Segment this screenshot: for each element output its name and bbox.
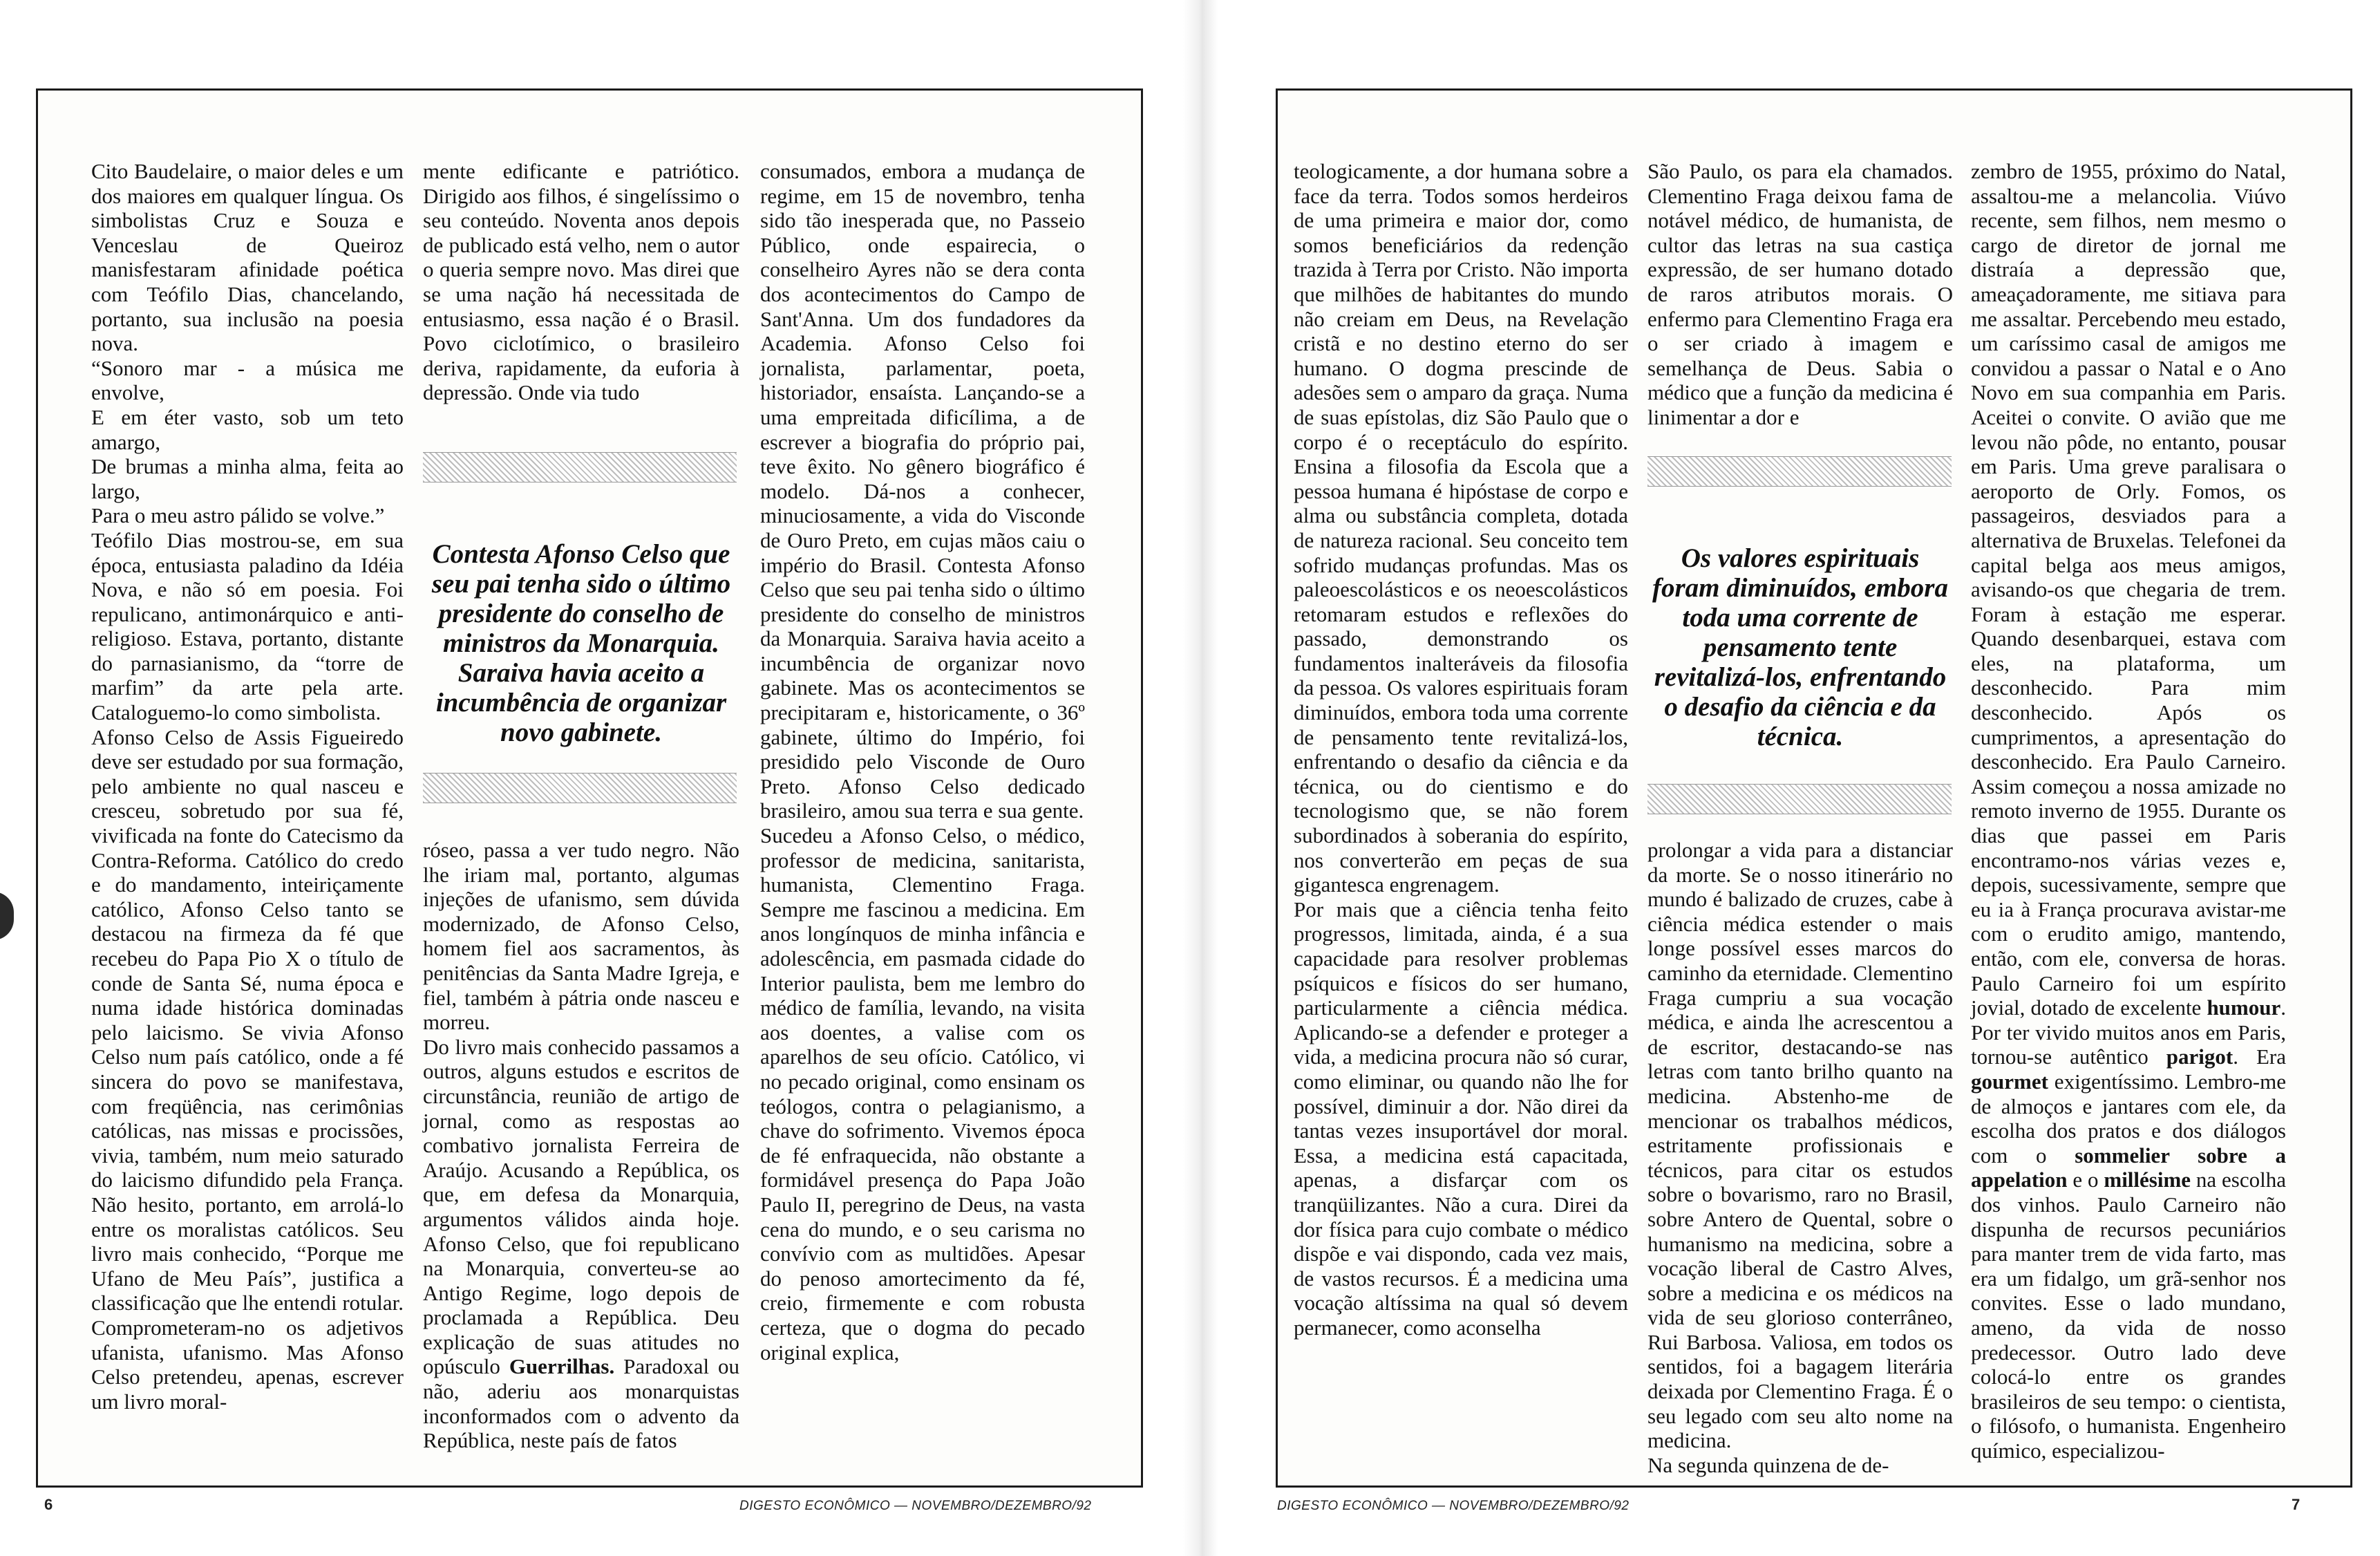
pullquote-rule-top [423, 452, 737, 482]
col2-text-b: Paradoxal ou não, aderiu aos monarquistas inconformados com o advento da República, neste país de fatos [423, 1354, 739, 1453]
left-column-2-top: mente edificante e patriótico. Dirigido aos filhos, é singelíssimo o seu conteúdo. Noventa anos depois de publicado está velho, nem o autor o queria sempre novo. Mas direi que se uma nação há necessitada de entusiasmo, essa nação é o Brasil. Povo ciclotímico, o brasileiro deriva, rapidamente, da euforia à depressão. Onde via tudo [423, 159, 739, 405]
pullquote-rule-bottom-right [1647, 784, 1952, 814]
left-column-3: consumados, embora a mudança de regime, em 15 de novembro, tenha sido tão inesperada que, no Passeio Público, onde espairecia, o conselheiro Ayres não se dera conta dos acontecimentos do Campo de Sant'Anna. Um dos fundadores da Academia. Afonso Celso foi jornalista, parlamentar, poeta, historiador, ensaísta. Lançando-se a uma empreitada dificílima, a de escrever a biografia do próprio pai, teve êxito. No gênero biográfico é modelo. Dá-nos a conhecer, minuciosamente, a vida do Visconde de Ouro Preto, em cujas mãos caiu o império do Brasil. Contesta Afonso Celso que seu pai tenha sido o último presidente do conselho de ministros da Monarquia. Saraiva havia aceito a incumbência de organizar novo gabinete. Mas os acontecimentos se precipitaram e, historicamente, o 36º gabinete, último do Império, foi presidido pelo Visconde de Ouro Preto. Afonso Celso dedicado brasileiro, amou sua terra e sua gente. Sucedeu a Afonso Celso, o médico, professor de medicina, sanitarista, humanista, Clementino Fraga. Sempre me fascinou a medicina. Em anos longínquos de minha infância e adolescência, em pasmada cidade do Interior paulista, bem me lembro do médico de família, levando, na visita aos doentes, a valise com os aparelhos de seu ofício. Católico, vi no pecado original, como ensinam os teólogos, contra o pelagianismo, a chave do sofrimento. Vivemos época de fé enfraquecida, não obstante a formidável presença do Papa João Paulo II, peregrino de Deus, na vasta cena do mundo, e o seu carisma no convívio com as multidões. Apesar do penoso amortecimento da fé, creio, firmemente e com robusta certeza, que o dogma do pecado original explica, [760, 159, 1085, 1365]
pullquote-rule-bottom [423, 773, 737, 803]
right-column-1: teologicamente, a dor humana sobre a face da terra. Todos somos herdeiros de uma primeira e maior dor, como somos beneficiários da redenção trazida à Terra por Cristo. Não importa que milhões de habitantes do mundo não creiam em Deus, na Revelação cristã e no destino eterno do ser humano. O dogma prescinde de adesões sem o amparo da graça. Numa de suas epístolas, diz São Paulo que o corpo é o receptáculo do espírito. Ensina a filosofia da Escola que a pessoa humana é hipóstase de corpo e alma ou substância completa, dotada de natureza racional. Seu conceito tem sofrido mudanças profundas. Mas os paleoescolásticos e os neoescolásticos retomaram estudos e reflexões do passado, demonstrando os fundamentos inalteráveis da filosofia da pessoa. Os valores espirituais foram diminuídos, embora toda uma corrente de pensamento tente revitalizá-los, enfrentando o desafio da ciência e da técnica, ou do cientismo e do tecnologismo que, se não forem subordinados à soberania do espírito, nos converterão em peças de sua gigantesca engrenagem. Por mais que a ciência tenha feito progressos, limitada, ainda, é a sua capacidade para resolver problemas psíquicos e físicos do ser humano, particularmente a ciência médica. Aplicando-se a defender e proteger a vida, a medicina procura não só curar, como eliminar, ou quando não lhe for possível, diminuir a dor. Não direi da tantas vezes insuportável dor moral. Essa, a medicina está capacitada, apenas, a disfarçar com os tranqüilizantes. Não a cura. Direi da dor física para cujo combate o médico dispõe e vai dispondo, cada vez mais, de vastos recursos. É a medicina uma vocação altíssima na qual só devem permanecer, como aconselha [1294, 159, 1628, 1340]
pull-quote-left: Contesta Afonso Celso que seu pai tenha sido o último presidente do conselho de ministros da Monarquia. Saraiva havia aceito a incumbência de organizar novo gabinete. [431, 539, 731, 747]
bold-sommelier: sommelier sobre a appelation [1971, 1143, 2287, 1192]
bold-gourmet: gourmet [1971, 1069, 2048, 1094]
col3-text-e: e o [2067, 1168, 2104, 1192]
pullquote-rule-top-right [1647, 456, 1952, 487]
page-number-left: 6 [44, 1496, 53, 1513]
left-column-1: Cito Baudelaire, o maior deles e um dos maiores em qualquer língua. Os simbolistas Cruz e Souza e Venceslau de Queiroz manisfestaram afinidade poética com Teófilo Dias, chancelando, portanto, sua inclusão na poesia nova. “Sonoro mar - a música me envolve, E em éter vasto, sob um teto amargo, De brumas a minha alma, feita ao largo, Para o meu astro pálido se volve.” Teófilo Dias mostrou-se, em sua época, entusiasta paladino da Idéia Nova, e não só em poesia. Foi repulicano, antimonárquico e anti-religioso. Estava, portanto, distante do parnasianismo, da “torre de marfim” da arte pela arte. Cataloguemo-lo como simbolista. Afonso Celso de Assis Figueiredo deve ser estudado por sua formação, pelo ambiente no qual nasceu e cresceu, sobretudo por sua fé, vivificada na fonte do Catecismo da Contra-Reforma. Católico do credo e do mandamento, inteiriçamente católico, Afonso Celso tanto se destacou na firmeza da fé que recebeu do Papa Pio X o título de conde de Santa Sé, numa época e numa idade histórica dominadas pelo laicismo. Se vivia Afonso Celso num país católico, onde a fé sincera do povo se manifestava, com freqüência, nas cerimônias católicas, nas missas e procissões, vivia, também, num meio saturado do laicismo difundido pela França. Não hesito, portanto, em arrolá-lo entre os moralistas católicos. Seu livro mais conhecido, “Porque me Ufano de Meu País”, justifica a classificação que lhe entendi rotular. Comprometeram-no os adjetivos ufanista, ufanismo. Mas Afonso Celso pretendeu, apenas, escrever um livro moral- [91, 159, 404, 1414]
right-column-2-bottom: prolongar a vida para a distanciar da morte. Se o nosso itinerário no mundo é balizado de cruzes, cabe à ciência médica estender o mais longe possível esses marcos do caminho da eternidade. Clementino Fraga cumpriu a sua vocação médica, e ainda lhe acrescentou a de escritor, destacando-se nas letras com tanto brilho quanto na medicina. Abstenho-me de mencionar os trabalhos médicos, estritamente profissionais e técnicos, para citar os estudos sobre o bovarismo, raro no Brasil, sobre Antero de Quental, sobre o humanismo na medicina, sobre a vocação liberal de Castro Alves, sobre a medicina e os médicos na vida de seu glorioso conterrâneo, Rui Barbosa. Valiosa, em todos os sentidos, foi a bagagem literária deixada por Clementino Fraga. É o seu legado com seu alto nome na medicina. Na segunda quinzena de de- [1647, 838, 1953, 1477]
binder-punch-hole [0, 892, 14, 940]
pull-quote-right: Os valores espirituais foram diminuídos, embora toda uma corrente de pensamento tente revitalizá-los, enfrentando o desafio da ciência e da técnica. [1652, 543, 1948, 751]
bold-humour: humour [2207, 995, 2281, 1020]
col3-text-d: exigentíssimo. Lembro-me de almoços e jantares com ele, da escolha dos pratos e dos diálogos com o [1971, 1069, 2286, 1168]
bold-millesime: millésime [2104, 1168, 2191, 1192]
bold-parigot: parigot [2166, 1044, 2233, 1069]
col2-text-a: róseo, passa a ver tudo negro. Não lhe iriam mal, portanto, algumas injeções de ufanismo, sem dúvida modernizado, de Afonso Celso, homem fiel aos sacramentos, às penitências da Santa Madre Igreja, e fiel, também à pátria onde nasceu e morreu. Do livro mais conhecido passamos a outros, alguns estudos e escritos de circunstância, reunião de artigo de jornal, como as respostas ao combativo jornalista Ferreira de Araújo. Acusando a República, os que, em defesa da Monarquia, argumentos válidos ainda hoje. Afonso Celso, que foi republicano na Monarquia, converteu-se ao Antigo Regime, logo depois de proclamada a República. Deu explicação de suas atitudes no opúsculo [423, 838, 739, 1379]
col3-text-f: na escolha dos vinhos. Paulo Carneiro não dispunha de recursos pecuniários para manter trem de vida farto, mas era um fidalgo, um grã-senhor nos convites. Esse o lado mundano, ameno, da vida de nosso predecessor. Outro lado deve colocá-lo entre os grandes brasileiros de seu tempo: o cientista, o filósofo, o humanista. Engenheiro químico, especializou- [1971, 1168, 2286, 1463]
col2-bold-title: Guerrilhas. [509, 1354, 615, 1379]
left-column-2-bottom [423, 838, 739, 1460]
right-column-2-top: São Paulo, os para ela chamados. Clementino Fraga deixou fama de notável médico, de humanista, de cultor das letras na sua castiça expressão, de ser humano dotado de raros atributos morais. O enfermo para Clementino Fraga era o ser criado à imagem e semelhança de Deus. Sabia o médico que a função da medicina é linimentar a dor e [1647, 159, 1953, 429]
col3-text-c: . Era [2233, 1044, 2286, 1069]
right-column-3 [1971, 159, 2287, 1463]
book-gutter [1183, 0, 1218, 1556]
footer-left: DIGESTO ECONÔMICO — NOVEMBRO/DEZEMBRO/92 [739, 1499, 1092, 1513]
col3-text-b: . Por ter vivido muitos anos em Paris, tornou-se autêntico [1971, 995, 2286, 1069]
col3-text-a: zembro de 1955, próximo do Natal, assaltou-me a melancolia. Viúvo recente, sem filhos, nem mesmo o cargo de diretor de jornal me distraía a depressão que, ameaçadoramente, me sitiava para me assaltar. Percebendo meu estado, um caríssimo casal de amigos me convidou a passar o Natal e o Ano Novo em sua companhia em Paris. Aceitei o convite. O avião que me levou não pôde, no entanto, pousar em Paris. Uma greve paralisara o aeroporto de Orly. Fomos, os passageiros, desviados para a alternativa de Bruxelas. Telefonei da capital belga aos meus amigos, avisando-os que chegaria de trem. Foram à estação me esperar. Quando desenbarquei, estava com eles, na plataforma, um desconhecido. Para mim desconhecido. Após os cumprimentos, a apresentação do desconhecido. Era Paulo Carneiro. Assim começou a nossa amizade no remoto inverno de 1955. Durante os dias que passei em Paris encontramo-nos várias vezes e, depois, sucessivamente, sempre que eu ia à França procurava avistar-me com o erudito amigo, mantendo, então, com ele, conversa de horas. Paulo Carneiro foi um espírito jovial, dotado de excelente [1971, 159, 2286, 1020]
page-number-right: 7 [2292, 1496, 2301, 1513]
footer-right: DIGESTO ECONÔMICO — NOVEMBRO/DEZEMBRO/92 [1277, 1499, 1630, 1513]
